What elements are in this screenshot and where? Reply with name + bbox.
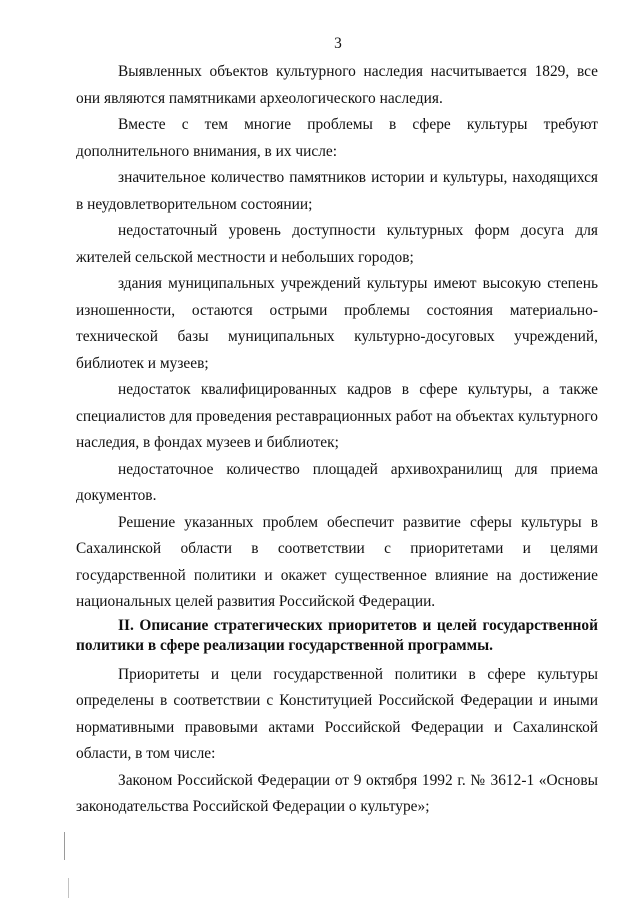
paragraph-staff-shortage: недостаток квалифицированных кадров в сфере культуры, а также специалистов для проведения реставрационных работ на объектах культурного наследия, в фондах музеев и библиотек; (76, 381, 598, 451)
paragraph-leisure-access: недостаточный уровень доступности культурных форм досуга для жителей сельской местности и небольших городов; (76, 222, 598, 266)
paragraph-buildings-wear: здания муниципальных учреждений культуры имеют высокую степень изношенности, остаются острыми проблемы состояния материально-технической базы муниципальных культурно-досуговых учреждений, библиотек и музеев; (76, 275, 598, 372)
document-body (76, 59, 598, 821)
page-number: 3 (334, 35, 342, 52)
scan-edge-mark (68, 878, 69, 898)
paragraph-problems-intro: Вместе с тем многие проблемы в сфере культуры требуют дополнительного внимания, в их числе: (76, 116, 598, 160)
paragraph-priorities: Приоритеты и цели государственной политики в сфере культуры определены в соответствии с Конституцией Российской Федерации и иными нормативными правовыми актами Российской Федерации и Сахалинской области, в том числе: (76, 665, 598, 762)
paragraph-heritage-count: Выявленных объектов культурного наследия насчитывается 1829, все они являются памятниками археологического наследия. (76, 63, 598, 107)
section-heading: II. Описание стратегических приоритетов и целей государственной политики в сфере реализации государственной программы. (76, 616, 598, 654)
paragraph-culture-law: Законом Российской Федерации от 9 октября 1992 г. № 3612-1 «Основы законодательства Российской Федерации о культуре»; (76, 771, 598, 815)
paragraph-monuments-condition: значительное количество памятников истории и культуры, находящихся в неудовлетворительном состоянии; (76, 169, 598, 213)
paragraph-solution: Решение указанных проблем обеспечит развитие сферы культуры в Сахалинской области в соответствии с приоритетами и целями государственной политики и окажет существенное влияние на достижение национальных целей развития Российской Федерации. (76, 513, 598, 610)
scan-edge-mark (64, 832, 65, 860)
paragraph-archive-space: недостаточное количество площадей архивохранилищ для приема документов. (76, 460, 598, 504)
